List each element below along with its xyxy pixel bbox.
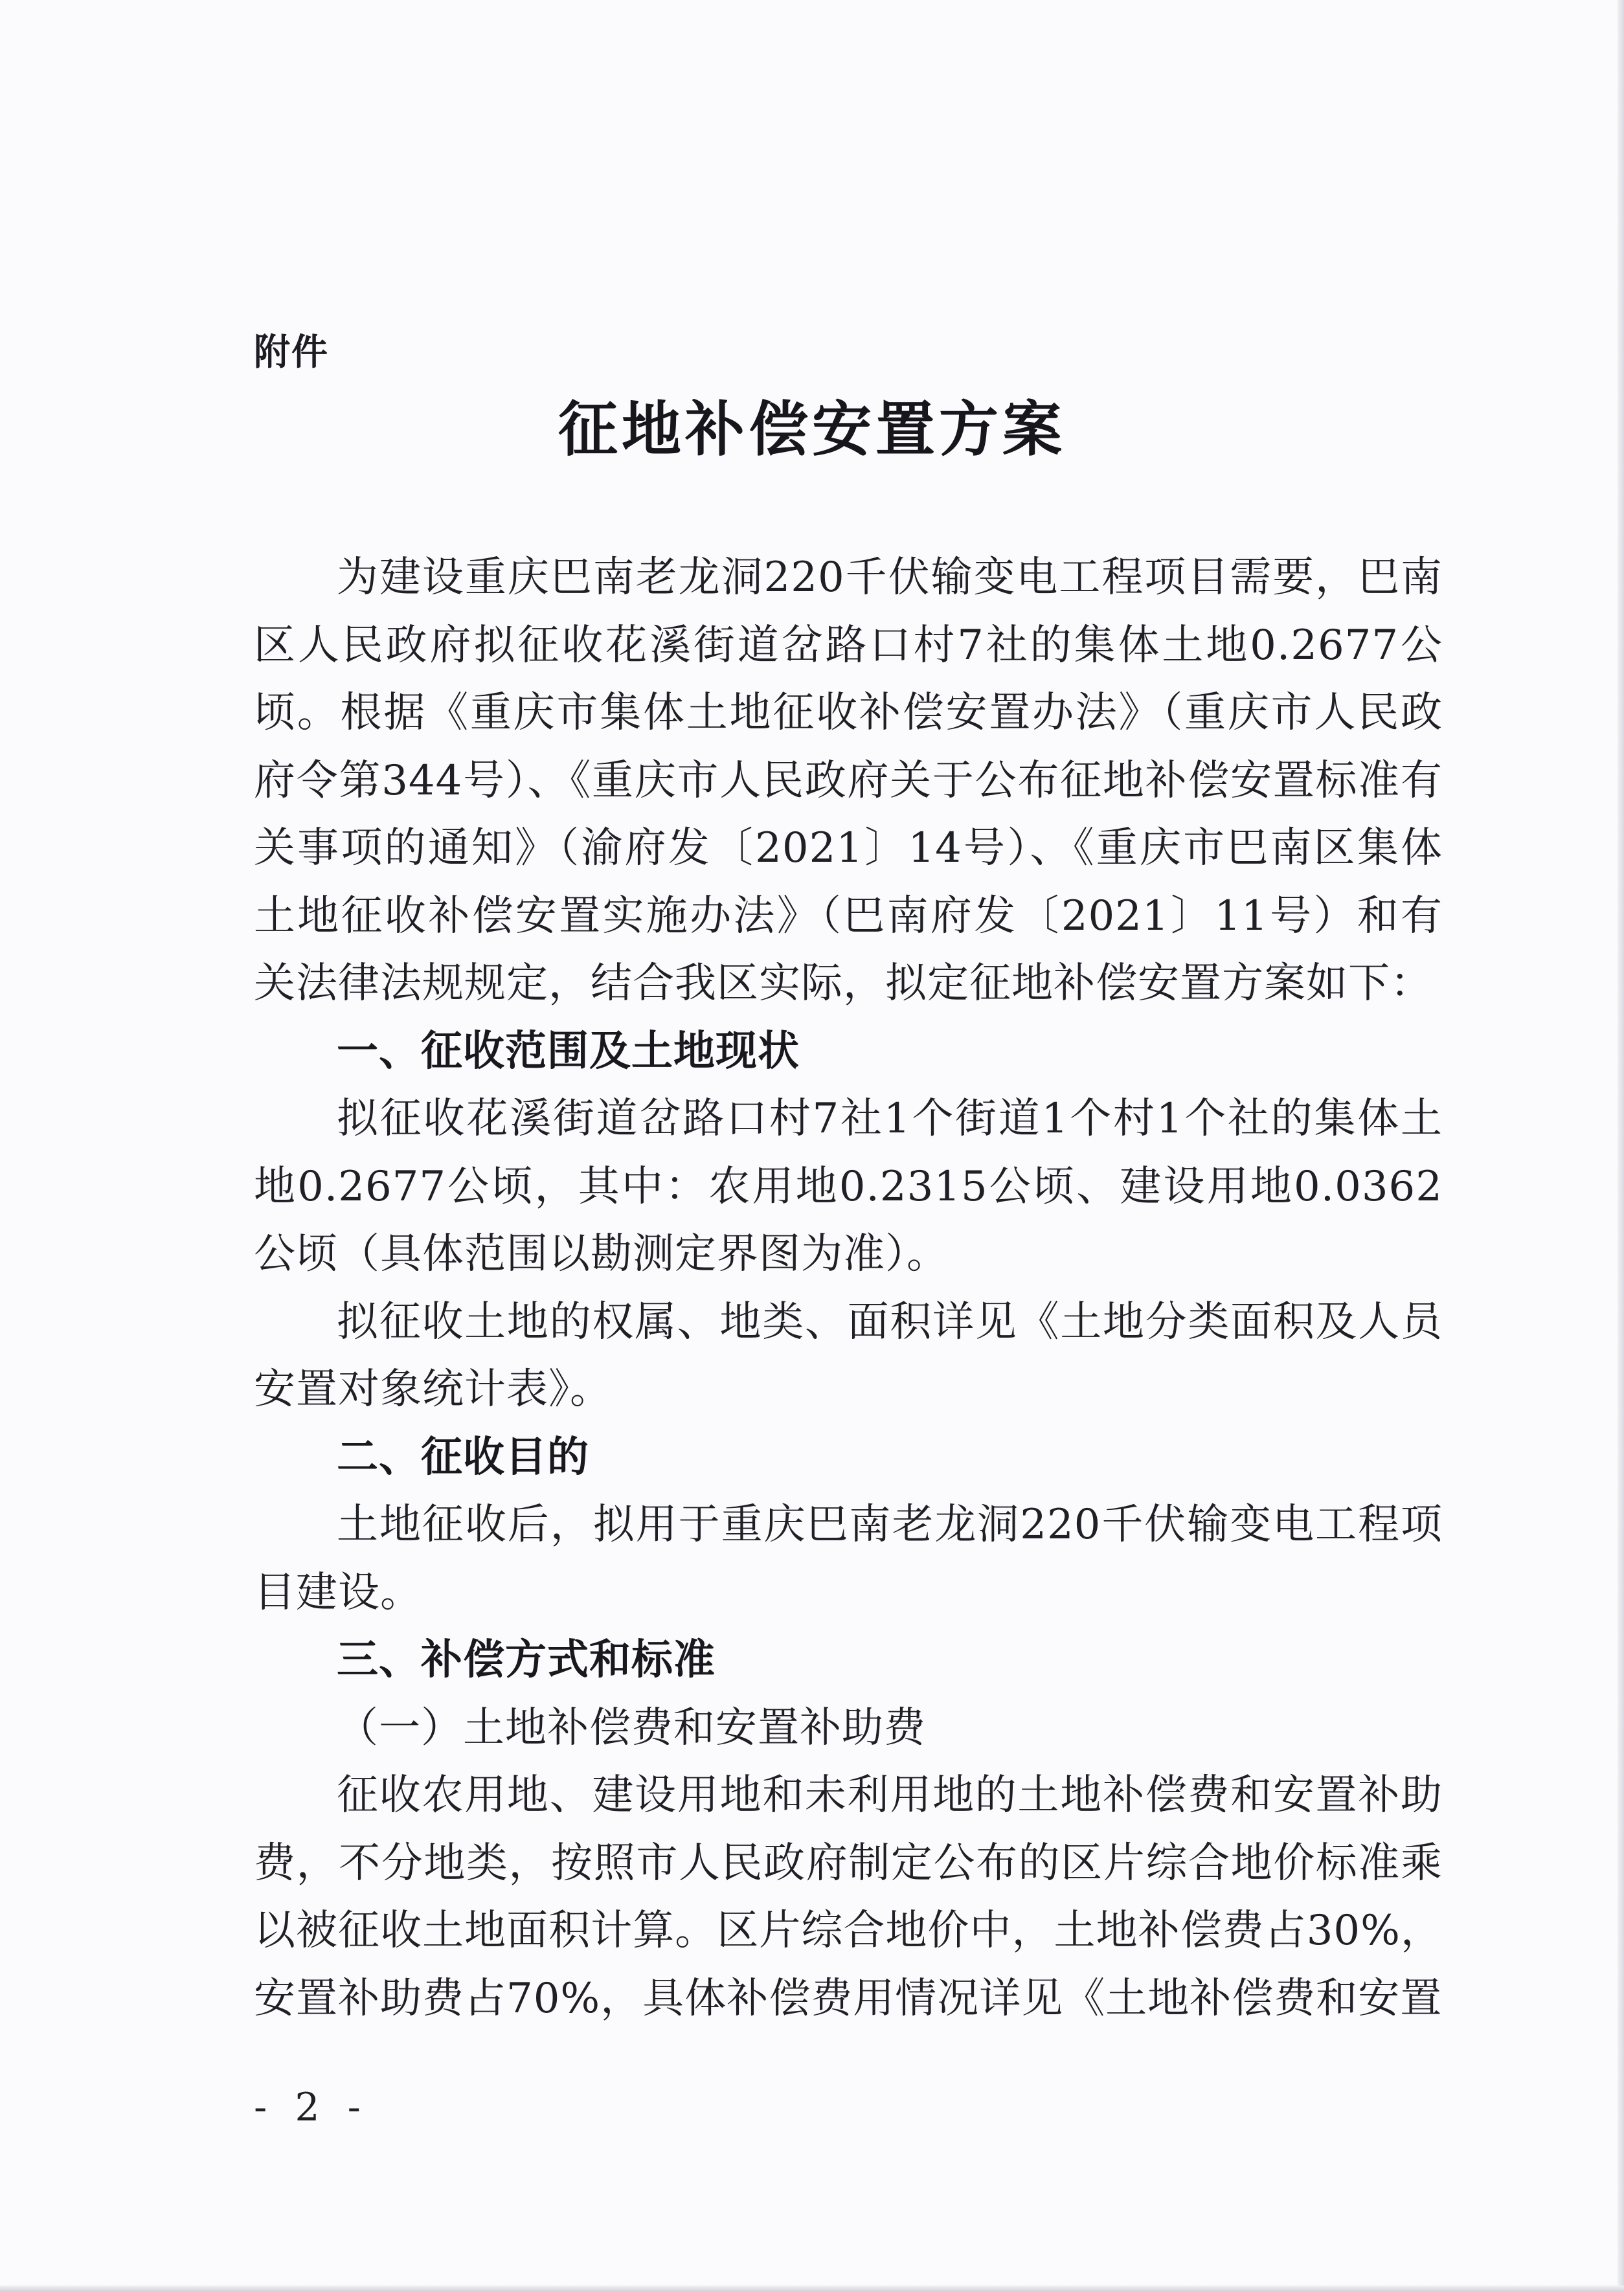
paragraph: 拟征收花溪街道岔路口村7社1个街道1个村1个社的集体土地0.2677公顷，其中：农用地0.2315公顷、建设用地0.0362公顷（具体范围以勘测定界图为准）。 bbox=[254, 1095, 1443, 1278]
scan-edge-shadow-bottom bbox=[0, 2286, 1624, 2292]
paragraph: 土地征收后，拟用于重庆巴南老龙洞220千伏输变电工程项目建设。 bbox=[254, 1501, 1443, 1617]
section-heading: 一、征收范围及土地现状 bbox=[337, 1027, 800, 1075]
paragraph: 征收农用地、建设用地和未利用地的土地补偿费和安置补助费，不分地类，按照市人民政府制定公布的区片综合地价标准乘以被征收土地面积计算。区片综合地价中，土地补偿费占30%，安置补助费占70%，具体补偿费用情况详见《土地补偿费和安置 bbox=[254, 1771, 1443, 2023]
paragraph: 拟征收土地的权属、地类、面积详见《土地分类面积及人员安置对象统计表》。 bbox=[254, 1298, 1443, 1413]
attachment-label: 附件 bbox=[254, 331, 329, 374]
document-body bbox=[254, 544, 1443, 2032]
section-heading: 二、征收目的 bbox=[337, 1433, 589, 1481]
scan-edge-shadow bbox=[1618, 0, 1624, 2292]
subsection-heading: （一）土地补偿费和安置补助费 bbox=[337, 1703, 926, 1752]
page-number: - 2 - bbox=[254, 2085, 368, 2130]
section-heading: 三、补偿方式和标准 bbox=[337, 1636, 716, 1684]
paragraph: 为建设重庆巴南老龙洞220千伏输变电工程项目需要，巴南区人民政府拟征收花溪街道岔路口村7社的集体土地0.2677公顷。根据《重庆市集体土地征收补偿安置办法》（重庆市人民政府令第344号）、《重庆市人民政府关于公布征地补偿安置标准有关事项的通知》（渝府发〔2021〕14号）、《重庆市巴南区集体土地征收补偿安置实施办法》（巴南府发〔2021〕11号）和有关法律法规规定，结合我区实际，拟定征地补偿安置方案如下： bbox=[254, 554, 1443, 1007]
page-title: 征地补偿安置方案 bbox=[558, 394, 1066, 464]
